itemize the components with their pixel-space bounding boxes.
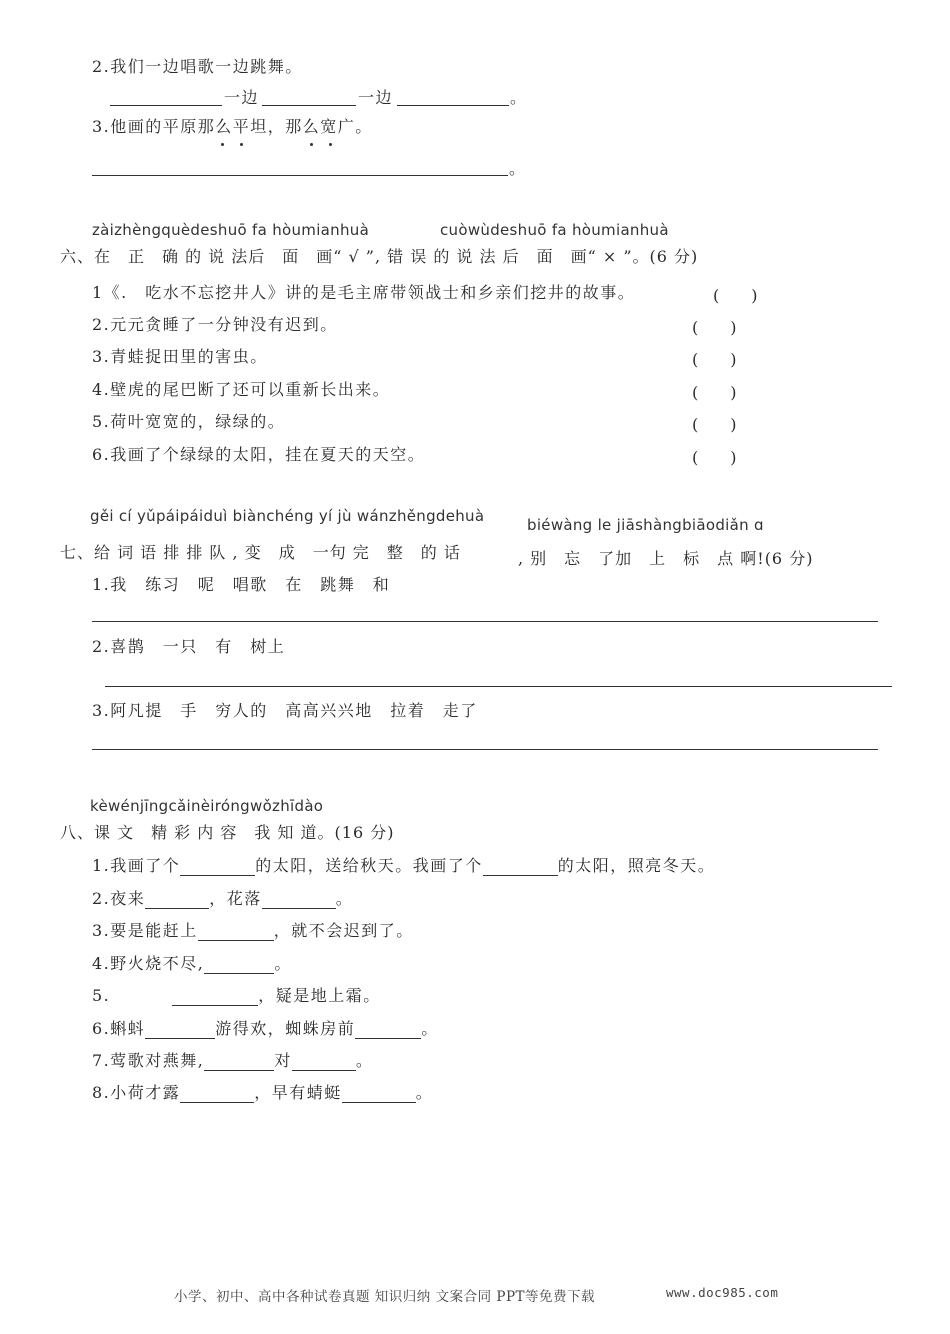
fill-blank[interactable]	[145, 1022, 215, 1039]
section-7-heading: 七、给 词 语 排 排 队 , 变 成 一句 完 整 的 话	[60, 543, 461, 562]
judge-item: 6.我画了个绿绿的太阳，挂在夏天的天空。	[92, 445, 426, 464]
section-6-heading: 六、在 正 确 的 说 法后 面 画“ √ ”, 错 误 的 说 法 后 面 画“ × ”。(6 分)	[60, 247, 699, 266]
fill-blank[interactable]	[397, 105, 509, 106]
fill-blank[interactable]	[204, 957, 274, 974]
answer-line[interactable]	[92, 749, 878, 750]
answer-paren[interactable]: ( )	[692, 350, 737, 369]
question-5-2: 2.我们一边唱歌一边跳舞。	[92, 57, 303, 76]
footer-url[interactable]: www.doc985.com	[666, 1285, 779, 1300]
section-7-heading-cont: , 别 忘 了加 上 标 点 啊!(6 分)	[518, 549, 814, 568]
pinyin: gěi cí yǔpáipáiduì biànchéng yí jù wánzhěngdehuà	[90, 507, 485, 525]
fill-question-4: 4.野火烧不尽, 。	[92, 954, 292, 973]
answer-line[interactable]	[105, 686, 892, 687]
fill-question-6: 6.蝌蚪 游得欢，蜘蛛房前 。	[92, 1019, 439, 1038]
emphasis-dot	[329, 143, 332, 146]
pinyin: biéwàng le jiāshàngbiāodiǎn ɑ	[527, 516, 764, 534]
fill-text: 一边	[224, 88, 260, 107]
reorder-item: 3.阿凡提 手 穷人的 高高兴兴地 拉着 走了	[92, 701, 478, 720]
judge-item: 2.元元贪睡了一分钟没有迟到。	[92, 315, 338, 334]
answer-line[interactable]	[92, 175, 508, 176]
fill-blank[interactable]	[204, 1054, 274, 1071]
fill-text: 。	[510, 88, 528, 107]
judge-item: 5.荷叶宽宽的，绿绿的。	[92, 412, 286, 431]
pinyin: cuòwùdeshuō fa hòumianhuà	[440, 221, 669, 239]
pinyin: kèwénjīngcǎinèiróngwǒzhīdào	[90, 797, 324, 815]
section-8-heading: 八、课 文 精 彩 内 容 我 知 道。(16 分)	[60, 823, 395, 842]
answer-paren[interactable]: ( )	[692, 415, 737, 434]
answer-line[interactable]	[92, 621, 878, 622]
fill-question-8: 8.小荷才露 ，早有蜻蜓 。	[92, 1083, 434, 1102]
answer-paren[interactable]: ( )	[692, 383, 737, 402]
judge-item: 3.青蛙捉田里的害虫。	[92, 347, 268, 366]
fill-question-7: 7.莺歌对燕舞, 对 。	[92, 1051, 374, 1070]
fill-blank[interactable]	[483, 859, 558, 876]
fill-blank[interactable]	[262, 892, 336, 909]
emphasis-dot	[240, 143, 243, 146]
fill-blank[interactable]	[110, 105, 222, 106]
fill-blank[interactable]	[262, 105, 356, 106]
fill-question-5: 5. ，疑是地上霜。	[92, 986, 381, 1005]
fill-question-3: 3.要是能赶上 ，就不会迟到了。	[92, 921, 414, 940]
fill-blank[interactable]	[292, 1054, 356, 1071]
footer-text: 小学、初中、高中各种试卷真题 知识归纳 文案合同 PPT等免费下载	[174, 1289, 596, 1305]
judge-item: 4.壁虎的尾巴断了还可以重新长出来。	[92, 380, 391, 399]
answer-paren[interactable]: ( )	[713, 286, 758, 305]
fill-text: 一边	[358, 88, 394, 107]
fill-blank[interactable]	[145, 892, 209, 909]
fill-blank[interactable]	[172, 989, 258, 1006]
reorder-item: 1.我 练习 呢 唱歌 在 跳舞 和	[92, 575, 391, 594]
pinyin: zàizhèngquèdeshuō fa hòumianhuà	[92, 221, 370, 239]
fill-question-1: 1.我画了个 的太阳，送给秋天。我画了个 的太阳，照亮冬天。	[92, 856, 716, 875]
fill-blank[interactable]	[342, 1086, 416, 1103]
fill-blank[interactable]	[198, 924, 274, 941]
emphasis-dot	[221, 143, 224, 146]
judge-item: 1《. 吃水不忘挖井人》讲的是毛主席带领战士和乡亲们挖井的故事。	[92, 283, 636, 302]
fill-blank[interactable]	[180, 1086, 254, 1103]
answer-paren[interactable]: ( )	[692, 448, 737, 467]
question-5-3: 3.他画的平原那么平坦，那么宽广。	[92, 117, 373, 136]
fill-question-2: 2.夜来 ，花落 。	[92, 889, 354, 908]
reorder-item: 2.喜鹊 一只 有 树上	[92, 637, 286, 656]
fill-blank[interactable]	[355, 1022, 421, 1039]
answer-paren[interactable]: ( )	[692, 318, 737, 337]
fill-blank[interactable]	[180, 859, 255, 876]
fill-text: 。	[509, 159, 527, 178]
emphasis-dot	[310, 143, 313, 146]
